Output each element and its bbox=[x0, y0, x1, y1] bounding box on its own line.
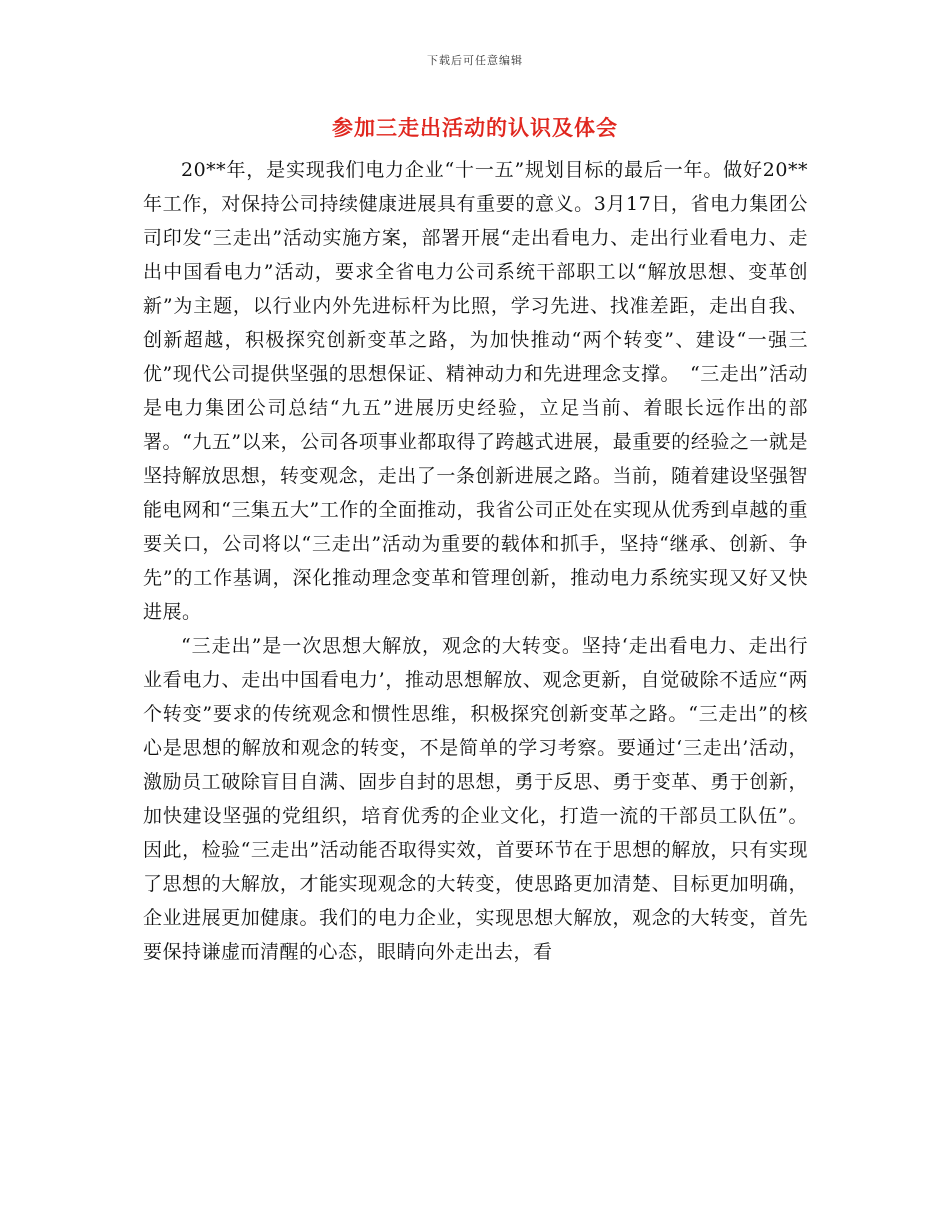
paragraph: “三走出”是一次思想大解放，观念的大转变。坚持‘走出看电力、走出行业看电力、走出中国看电力’，推动思想解放、观念更新，自觉破除不适应“两个转变”要求的传统观念和惯性思维，积极探究创新变革之路。“三走出”的核心是思想的解放和观念的转变，不是简单的学习考察。要通过‘三走出’活动，激励员工破除盲目自满、固步自封的思想，勇于反思、勇于变革、勇于创新，加快建设坚强的党组织，培育优秀的企业文化，打造一流的干部员工队伍”。因此，检验“三走出”活动能否取得实效，首要环节在于思想的解放，只有实现了思想的大解放，才能实现观念的大转变，使思路更加清楚、目标更加明确，企业进展更加健康。我们的电力企业，实现思想大解放，观念的大转变，首先要保持谦虚而清醒的心态，眼睛向外走出去，看 bbox=[143, 635, 808, 963]
document-title: 参加三走出活动的认识及体会 bbox=[332, 116, 618, 140]
page-header-note: 下载后可任意编辑 bbox=[427, 54, 523, 67]
paragraph: 20**年，是实现我们电力企业“十一五”规划目标的最后一年。做好20**年工作，对保持公司持续健康进展具有重要的意义。3月17日，省电力集团公司印发“三走出”活动实施方案，部署开展“走出看电力、走出行业看电力、走出中国看电力”活动，要求全省电力公司系统干部职工以“解放思想、变革创新”为主题，以行业内外先进标杆为比照，学习先进、找准差距，走出自我、创新超越，积极探究创新变革之路，为加快推动“两个转变”、建设“一强三优”现代公司提供坚强的思想保证、精神动力和先进理念支撑。 “三走出”活动是电力集团公司总结“九五”进展历史经验，立足当前、着眼长远作出的部署。“九五”以来，公司各项事业都取得了跨越式进展，最重要的经验之一就是坚持解放思想，转变观念，走出了一条创新进展之路。当前，随着建设坚强智能电网和“三集五大”工作的全面推动，我省公司正处在实现从优秀到卓越的重要关口，公司将以“三走出”活动为重要的载体和抓手，坚持“继承、创新、争先”的工作基调，深化推动理念变革和管理创新，推动电力系统实现又好又快进展。 bbox=[143, 159, 808, 623]
document-body bbox=[143, 153, 808, 969]
